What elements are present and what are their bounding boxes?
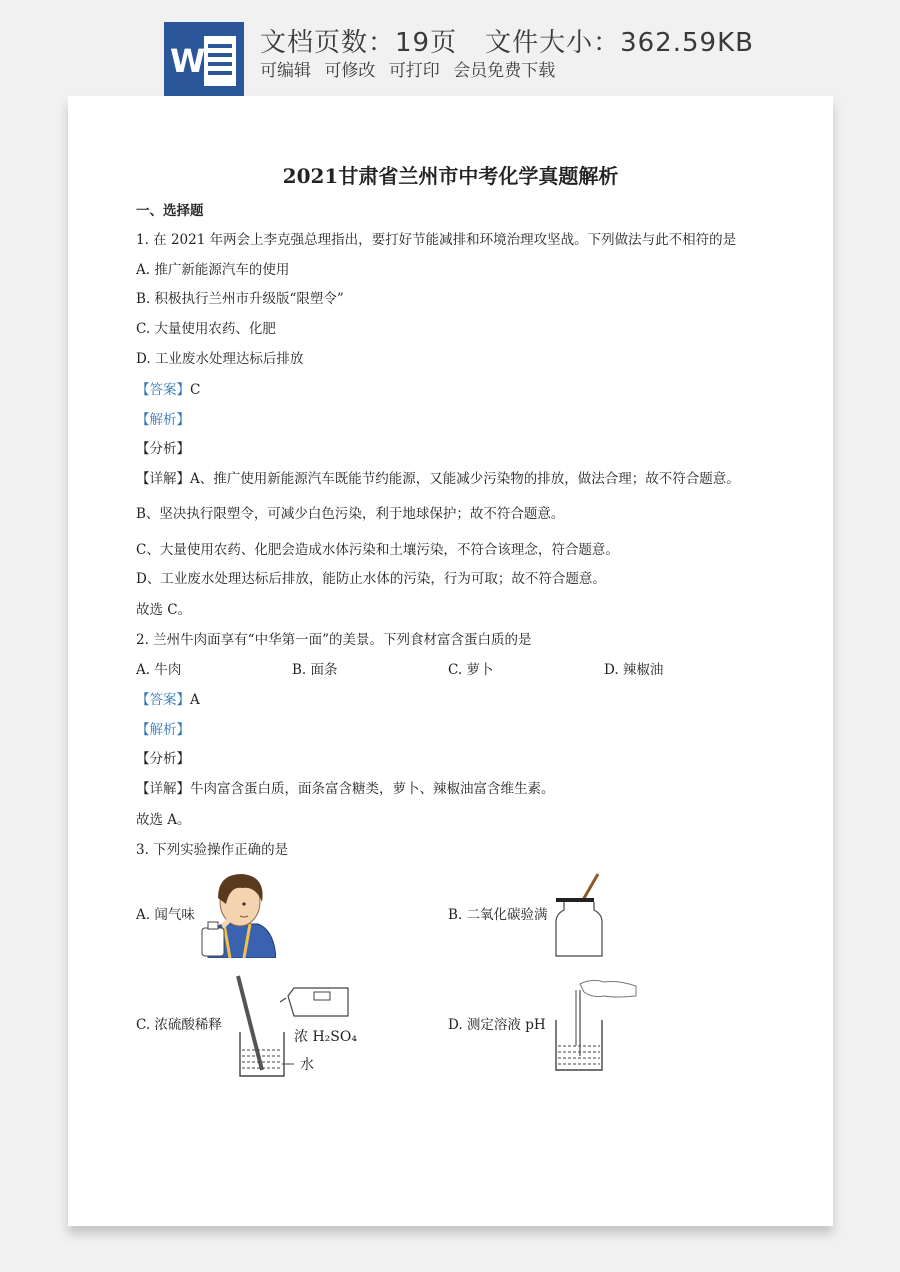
q2-fenxi: 【分析】 bbox=[136, 751, 190, 767]
q3-option-b: B. 二氧化碳验满 bbox=[448, 907, 548, 923]
detail-tag: 【详解】 bbox=[136, 471, 190, 487]
q3-option-c: C. 浓硫酸稀释 bbox=[136, 1017, 222, 1033]
detail-tag: 【详解】 bbox=[136, 781, 190, 797]
q1-detail-c: C、大量使用农药、化肥会造成水体污染和土壤污染，不符合该理念，符合题意。 bbox=[136, 542, 619, 558]
q1-stem: 1. 在 2021 年两会上李克强总理指出，要打好节能减排和环境治理攻坚战。下列做法与此不相符的是 bbox=[136, 232, 737, 248]
water-label: 水 bbox=[300, 1057, 314, 1073]
q3-stem: 3. 下列实验操作正确的是 bbox=[136, 842, 289, 858]
page-count: 文档页数：19页 bbox=[260, 28, 458, 58]
svg-text:W: W bbox=[170, 42, 206, 80]
section-heading: 一、选择题 bbox=[136, 203, 204, 219]
q1-answer bbox=[136, 381, 200, 399]
co2-check-figure bbox=[550, 870, 610, 958]
q2-option-d: D. 辣椒油 bbox=[604, 662, 664, 678]
q1-fenxi: 【分析】 bbox=[136, 441, 190, 457]
file-meta bbox=[260, 22, 754, 59]
answer-tag: 【答案】 bbox=[136, 382, 190, 398]
detail-text: A、推广使用新能源汽车既能节约能源，又能减少污染物的排放，做法合理；故不符合题意。 bbox=[190, 471, 740, 487]
q1-detail-d: D、工业废水处理达标后排放，能防止水体的污染，行为可取；故不符合题意。 bbox=[136, 571, 606, 587]
feature-free-download: 会员免费下载 bbox=[453, 61, 556, 81]
q1-conclusion: 故选 C。 bbox=[136, 602, 192, 618]
q2-option-b: B. 面条 bbox=[292, 662, 338, 678]
ph-test-figure bbox=[552, 976, 642, 1076]
answer-value: A bbox=[190, 692, 200, 708]
acid-dilution-figure bbox=[228, 972, 368, 1082]
q1-option-d: D. 工业废水处理达标后排放 bbox=[136, 351, 304, 367]
download-banner bbox=[0, 0, 900, 100]
doc-title: 2021甘肃省兰州市中考化学真题解析 bbox=[282, 164, 619, 188]
feature-list bbox=[260, 56, 563, 81]
q1-option-c: C. 大量使用农药、化肥 bbox=[136, 321, 276, 337]
q2-analysis-tag: 【解析】 bbox=[136, 722, 190, 738]
feature-printable: 可打印 bbox=[388, 61, 440, 81]
document-page bbox=[68, 96, 833, 1226]
q2-detail bbox=[136, 780, 555, 798]
detail-text: 牛肉富含蛋白质，面条富含糖类，萝卜、辣椒油富含维生素。 bbox=[190, 781, 555, 797]
q1-detail-a bbox=[136, 470, 740, 488]
q2-stem: 2. 兰州牛肉面享有“中华第一面”的美景。下列食材富含蛋白质的是 bbox=[136, 632, 532, 648]
feature-editable: 可编辑 bbox=[260, 61, 311, 81]
q1-analysis-tag: 【解析】 bbox=[136, 412, 190, 428]
smell-gas-figure bbox=[200, 868, 276, 958]
q3-option-d: D. 测定溶液 pH bbox=[448, 1017, 546, 1033]
q3-option-a: A. 闻气味 bbox=[136, 907, 195, 923]
q2-answer bbox=[136, 691, 200, 709]
file-size: 文件大小：362.59KB bbox=[485, 28, 754, 58]
feature-modifiable: 可修改 bbox=[324, 61, 376, 81]
acid-label: 浓 H₂SO₄ bbox=[294, 1029, 357, 1045]
q1-option-b: B. 积极执行兰州市升级版“限塑令” bbox=[136, 291, 344, 307]
q2-option-c: C. 萝卜 bbox=[448, 662, 494, 678]
answer-tag: 【答案】 bbox=[136, 692, 190, 708]
q2-option-a: A. 牛肉 bbox=[136, 662, 182, 678]
word-document-icon bbox=[164, 22, 244, 98]
q1-detail-b: B、坚决执行限塑令，可减少白色污染，利于地球保护；故不符合题意。 bbox=[136, 506, 565, 522]
q2-conclusion: 故选 A。 bbox=[136, 812, 191, 828]
answer-value: C bbox=[190, 382, 201, 398]
q1-option-a: A. 推广新能源汽车的使用 bbox=[136, 262, 290, 278]
